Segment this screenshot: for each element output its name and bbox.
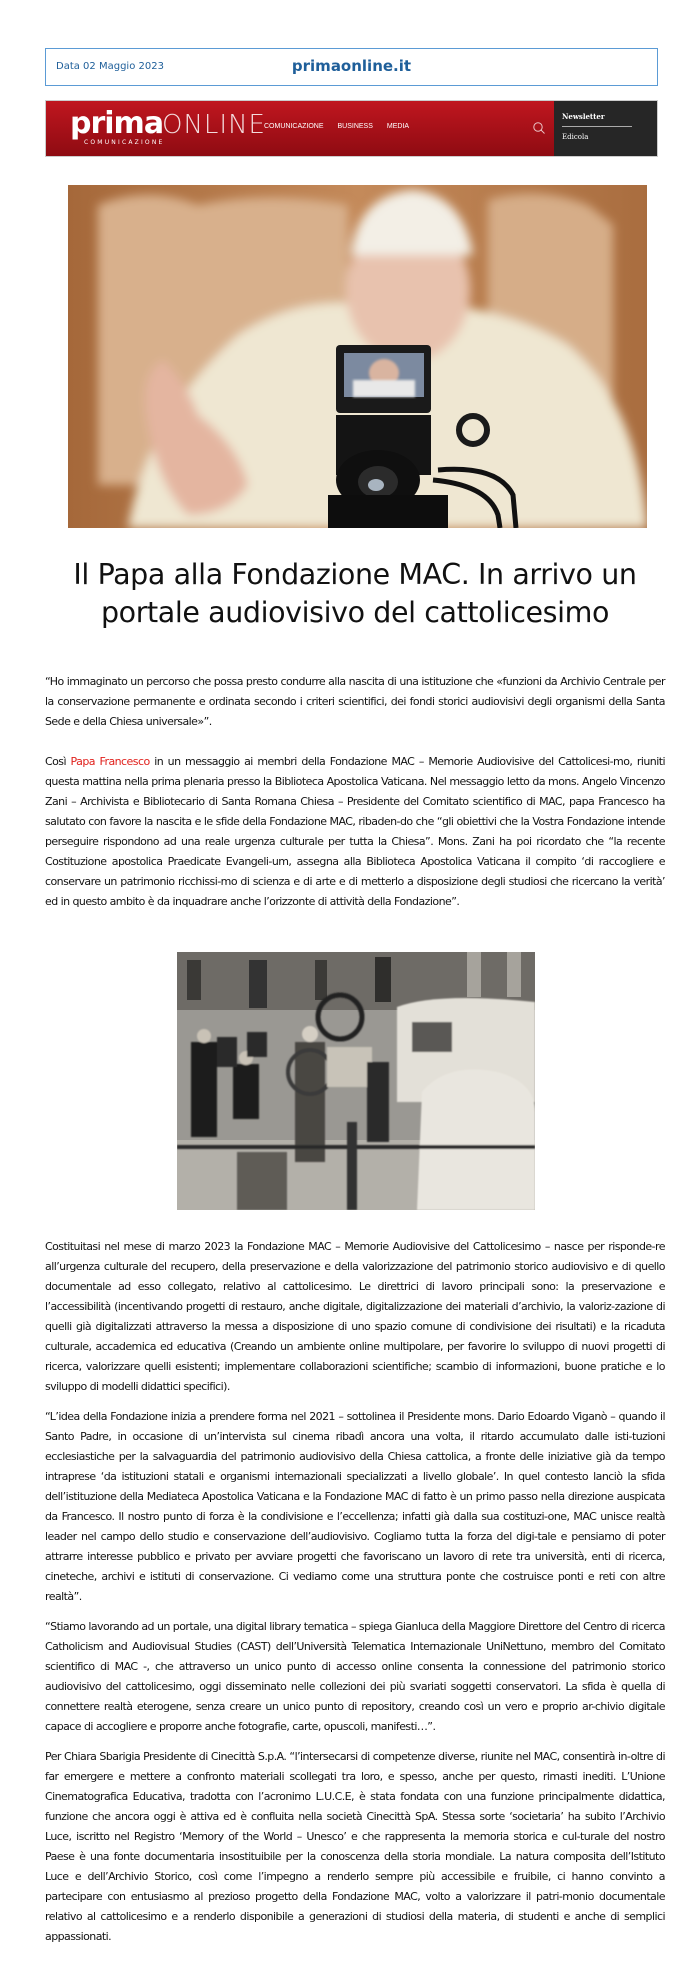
logo-online: ONLINE	[162, 110, 266, 140]
search-icon[interactable]	[532, 121, 546, 135]
article-paragraph: “L’idea della Fondazione inizia a prendere forma nel 2021 – sottolinea il Presidente mons. Dario Edoardo Viganò – quando il Santo Padre, in occasione di un’intervista sul cinema ribadì ancora una volta, il ritardo accumulato dalle isti-tuzioni ecclesiastiche per la salvaguardia del patrimonio audiovisivo della Chiesa cattolica, a fronte delle iniziative già da tempo intraprese ‘da istituzioni statali e organismi internazionali specializzati a livello globale’. In quel contesto lanciò la sfida dell’istituzione della Mediateca Apostolica Vaticana e la Fondazione MAC di fatto è un primo passo nella direzione auspicata da Francesco. Il nostro punto di forza è la condivisione e l’eccellenza; infatti già dalla sua costituzi-one, MAC unisce realtà leader nel campo dello studio e conservazione dell’audiovisivo. Cogliamo tutta la forza del digi-tale e pensiamo di poter attrarre interesse pubblico e privato per avviare progetti che favoriscano un lavoro di rete tra università, enti di ricerca, cineteche, archivi e istituti di conservazione. Ci vediamo come una struttura ponte che costruisce ponti e reti con altre realtà”.	[45, 1410, 665, 1603]
article-body-top	[45, 672, 665, 912]
historical-photo-illustration	[177, 952, 535, 1210]
logo-comunicazione: COMUNICAZIONE	[84, 139, 165, 146]
paragraph-text: in un messaggio ai membri della Fondazione MAC – Memorie Audiovisive del Cattolicesi-mo, riuniti questa mattina nella prima plenaria presso la Biblioteca Apostolica Vaticana. Nel messaggio letto da mons. Angelo Vincenzo Zani – Archivista e Bibliotecario di Santa Romana Chiesa – Presidente del Comitato scientifico di MAC, papa Francesco ha salutato con favore la nascita e le sfide della Fondazione MAC, ribaden-do che “gli obiettivi che la Vostra Fondazione intende perseguire rispondono ad una reale urgenza culturale per tutta la Chiesa”. Mons. Zani ha poi ricordato che “la recente Costituzione apostolica Praedicate Evangeli-um, assegna alla Biblioteca Apostolica Vaticana il compito ‘di raccogliere e conservare un patrimonio ricchissi-mo di scienza e di arte e di metterlo a disposizione degli studiosi che ricercano la verità’ ed in questo ambito è da inquadrare anche l’orizzonte di attività della Fondazione”.	[45, 755, 665, 908]
logo-prima: prima	[70, 106, 164, 141]
main-nav	[264, 123, 409, 130]
divider	[562, 126, 632, 127]
papa-francesco-link[interactable]: Papa Francesco	[70, 755, 150, 768]
site-name[interactable]: primaonline.it	[291, 57, 412, 75]
article-body-bottom	[45, 1237, 665, 1947]
site-header	[45, 100, 658, 157]
nav-item-business[interactable]: BUSINESS	[337, 123, 373, 130]
article-title: Il Papa alla Fondazione MAC. In arrivo un portale audiovisivo del cattolicesimo	[73, 558, 637, 629]
edicola-link[interactable]: Edicola	[562, 133, 589, 141]
article-paragraph: Costituitasi nel mese di marzo 2023 la Fondazione MAC – Memorie Audiovisive del Cattolicesimo – nasce per risponde-re all’urgenza culturale del recupero, della preservazione e della valorizzazione del patrimonio storico audiovisivo e di quello documentale ad esso collegato, relativo al cattolicesimo. Le direttrici di lavoro principali sono: la preservazione e l’accessibilità (incentivando progetti di restauro, anche digitale, digitalizzazione dei materiali d’archivio, la valoriz-zazione di quelli già digitalizzati attraverso la messa a disposizione di uno spazio comune di condivisione dei risultati) e la ricaduta culturale, accademica ed educativa (Creando un ambiente online multipolare, per favorire lo sviluppo di nuovi progetti di ricerca, valorizzare quelli esistenti; implementare collaborazioni scientifiche; scambio di informazioni, buone pratiche e lo sviluppo di modelli didattici specifici).	[45, 1240, 665, 1393]
newsletter-link[interactable]: Newsletter	[562, 112, 605, 121]
hero-photo-pope-camera	[68, 185, 647, 528]
nav-item-media[interactable]: MEDIA	[386, 123, 410, 130]
hero-photo-illustration	[68, 185, 647, 528]
publication-date: Data 02 Maggio 2023	[56, 61, 164, 72]
paragraph-text: Così	[45, 755, 71, 768]
article-paragraph	[45, 752, 665, 912]
article-paragraph: “Ho immaginato un percorso che possa presto condurre alla nascita di una istituzione che «funzioni da Archivio Centrale per la conservazione permanente e ordinata secondo i criteri scientifici, dei fondi storici audiovisivi degli organismi della Santa Sede e della Chiesa universale»”.	[45, 675, 665, 728]
side-links-panel	[554, 101, 657, 156]
historical-photo-projector	[177, 952, 535, 1210]
nav-item-comunicazione[interactable]: COMUNICAZIONE	[264, 123, 324, 130]
masthead-box	[45, 48, 658, 86]
article-paragraph: “Stiamo lavorando ad un portale, una digital library tematica – spiega Gianluca della Maggiore Direttore del Centro di ricerca Catholicism and Audiovisual Studies (CAST) dell’Università Telematica Internazionale UniNettuno, membro del Comitato scientifico di MAC -, che attraverso un unico punto di accesso online consenta la connessione del patrimonio storico audiovisivo del cattolicesimo, oggi disseminato nelle collezioni dei più svariati soggetti conservatori. La sfida è quella di connettere realtà eterogene, senza creare un unico punto di repository, creando così un vero e proprio ar-chivio digitale capace di accogliere e proporre anche fotografie, carte, opuscoli, manifesti…”.	[45, 1620, 665, 1733]
article-paragraph: Per Chiara Sbarigia Presidente di Cinecittà S.p.A. “l’intersecarsi di competenze diverse, riunite nel MAC, consentirà in-oltre di far emergere e mettere a confronto materiali scollegati tra loro, e spesso, anche per questo, rimasti inediti. L’Unione Cinematografica Educativa, tradotta con l’acronimo L.U.C.E, è stata fondata con una funzione principalmente didattica, funzione che ancora oggi è attiva ed è confluita nella società Cinecittà SpA. Stessa sorte ‘societaria’ ha subito l’Archivio Luce, iscritto nel Registro ‘Memory of the World – Unesco’ e che rappresenta la memoria storica e cul-turale del nostro Paese è una fonte documentaria insostituibile per la conoscenza della storia mondiale. La natura composita dell’Istituto Luce e dell’Archivio Storico, così come l’impegno a renderlo sempre più accessibile e fruibile, ci hanno convinto a partecipare con entusiasmo al prezioso progetto della Fondazione MAC, volto a valorizzare il patri-monio documentale relativo al cattolicesimo e a renderlo disponibile a generazioni di studiosi della materia, di studenti e anche di semplici appassionati.	[45, 1750, 665, 1943]
